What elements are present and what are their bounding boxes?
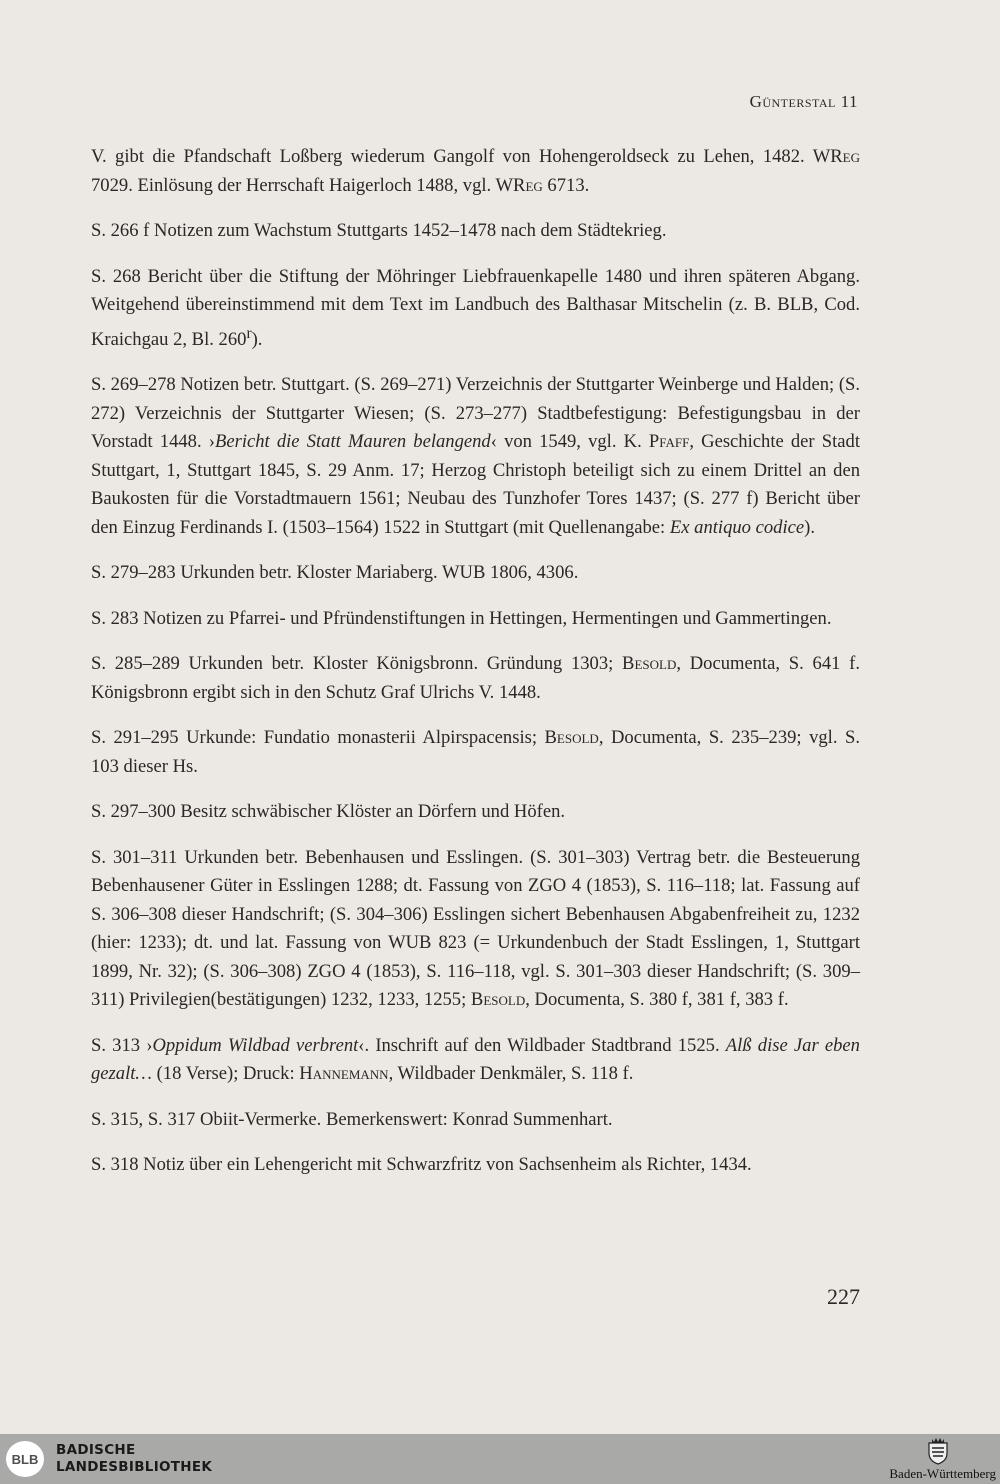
blb-logo[interactable]: BLB bbox=[6, 1441, 44, 1477]
catalog-entry: S. 301–311 Urkunden betr. Bebenhausen und Esslingen. (S. 301–303) Vertrag betr. die Besteuerung Bebenhausener Güter in Esslingen 1288; dt. Fassung von ZGO 4 (1853), S. 116–118; lat. Fassung auf S. 306–308 dieser Handschrift; (S. 304–306) Esslingen sichert Bebenhausen Abgabenfreiheit zu, 1232 (hier: 1233); dt. und lat. Fassung von WUB 823 (= Urkundenbuch der Stadt Esslingen, 1, Stuttgart 1899, Nr. 32); (S. 306–308) ZGO 4 (1853), S. 116–118, vgl. S. 301–303 dieser Handschrift; (S. 309–311) Privilegien(bestätigungen) 1232, 1233, 1255; Besold, Documenta, S. 380 f, 381 f, 383 f. bbox=[91, 846, 860, 1011]
page-number: 227 bbox=[827, 1284, 860, 1309]
catalog-entry: S. 313 ›Oppidum Wildbad verbrent‹. Inschrift auf den Wildbader Stadtbrand 1525. Alß dise Jar eben gezalt… (18 Verse); Druck: Hannemann, Wildbader Denkmäler, S. 118 f. bbox=[91, 1034, 860, 1085]
catalog-entry: S. 279–283 Urkunden betr. Kloster Mariaberg. WUB 1806, 4306. bbox=[91, 562, 579, 584]
catalog-entry: S. 291–295 Urkunde: Fundatio monasterii Alpirspacensis; Besold, Documenta, S. 235–239; vgl. S. 103 dieser Hs. bbox=[91, 727, 860, 777]
catalog-entry: S. 297–300 Besitz schwäbischer Klöster an Dörfern und Höfen. bbox=[91, 801, 566, 823]
running-head-number: 11 bbox=[840, 92, 858, 111]
baden-wuerttemberg-crest-icon bbox=[926, 1437, 950, 1465]
catalog-entry: S. 268 Bericht über die Stiftung der Möhringer Liebfrauenkapelle 1480 und ihren späteren Abgang. Weitgehend übereinstimmend mit dem Text im Landbuch des Balthasar Mitschelin (z. B. BLB, Cod. Kraichgau 2, Bl. 260$^r$). bbox=[91, 265, 860, 350]
library-name[interactable] bbox=[56, 1442, 212, 1476]
catalog-entry: S. 283 Notizen zu Pfarrei- und Pfründenstiftungen in Hettingen, Hermentingen und Gammertingen. bbox=[91, 607, 832, 629]
running-head bbox=[750, 92, 858, 112]
state-label: Baden-Württemberg bbox=[889, 1466, 996, 1481]
catalog-entry: S. 266 f Notizen zum Wachstum Stuttgarts 1452–1478 nach dem Städtekrieg. bbox=[91, 220, 667, 241]
catalog-entry: S. 269–278 Notizen betr. Stuttgart. (S. 269–271) Verzeichnis der Stuttgarter Weinberge und Halden; (S. 272) Verzeichnis der Stuttgarter Wiesen; (S. 273–277) Stadtbefestigung: Befestigungsbau in der Vorstadt 1448. ›Bericht die Statt Mauren belangend‹ von 1549, vgl. K. Pfaff, Geschichte der Stadt Stuttgart, 1, Stuttgart 1845, S. 29 Anm. 17; Herzog Christoph beteiligt sich zu einem Drittel an den Baukosten für die Vorstadtmauern 1561; Neubau des Tunzhofer Tores 1437; (S. 277 f) Bericht über den Einzug Ferdinands I. (1503–1564) 1522 in Stuttgart (mit Quellenangabe: Ex antiquo codice). bbox=[91, 374, 860, 538]
footer-bar bbox=[0, 1434, 1000, 1484]
catalog-entry: S. 315, S. 317 Obiit-Vermerke. Bemerkenswert: Konrad Summenhart. bbox=[91, 1108, 613, 1130]
catalog-entries bbox=[91, 143, 860, 1197]
running-head-place: Günterstal bbox=[749, 92, 836, 111]
library-name-line2: LANDESBIBLIOTHEK bbox=[56, 1459, 213, 1475]
catalog-entry: V. gibt die Pfandschaft Loßberg wiederum Gangolf von Hohengeroldseck zu Lehen, 1482. WReg 7029. Einlösung der Herrschaft Haigerloch 1488, vgl. WReg 6713. bbox=[91, 146, 860, 196]
library-name-line1: BADISCHE bbox=[56, 1442, 136, 1458]
catalog-entry: S. 318 Notiz über ein Lehengericht mit Schwarzfritz von Sachsenheim als Richter, 1434. bbox=[91, 1154, 752, 1176]
catalog-entry: S. 285–289 Urkunden betr. Kloster Königsbronn. Gründung 1303; Besold, Documenta, S. 641 f. Königsbronn ergibt sich in den Schutz Graf Ulrichs V. 1448. bbox=[91, 653, 860, 703]
